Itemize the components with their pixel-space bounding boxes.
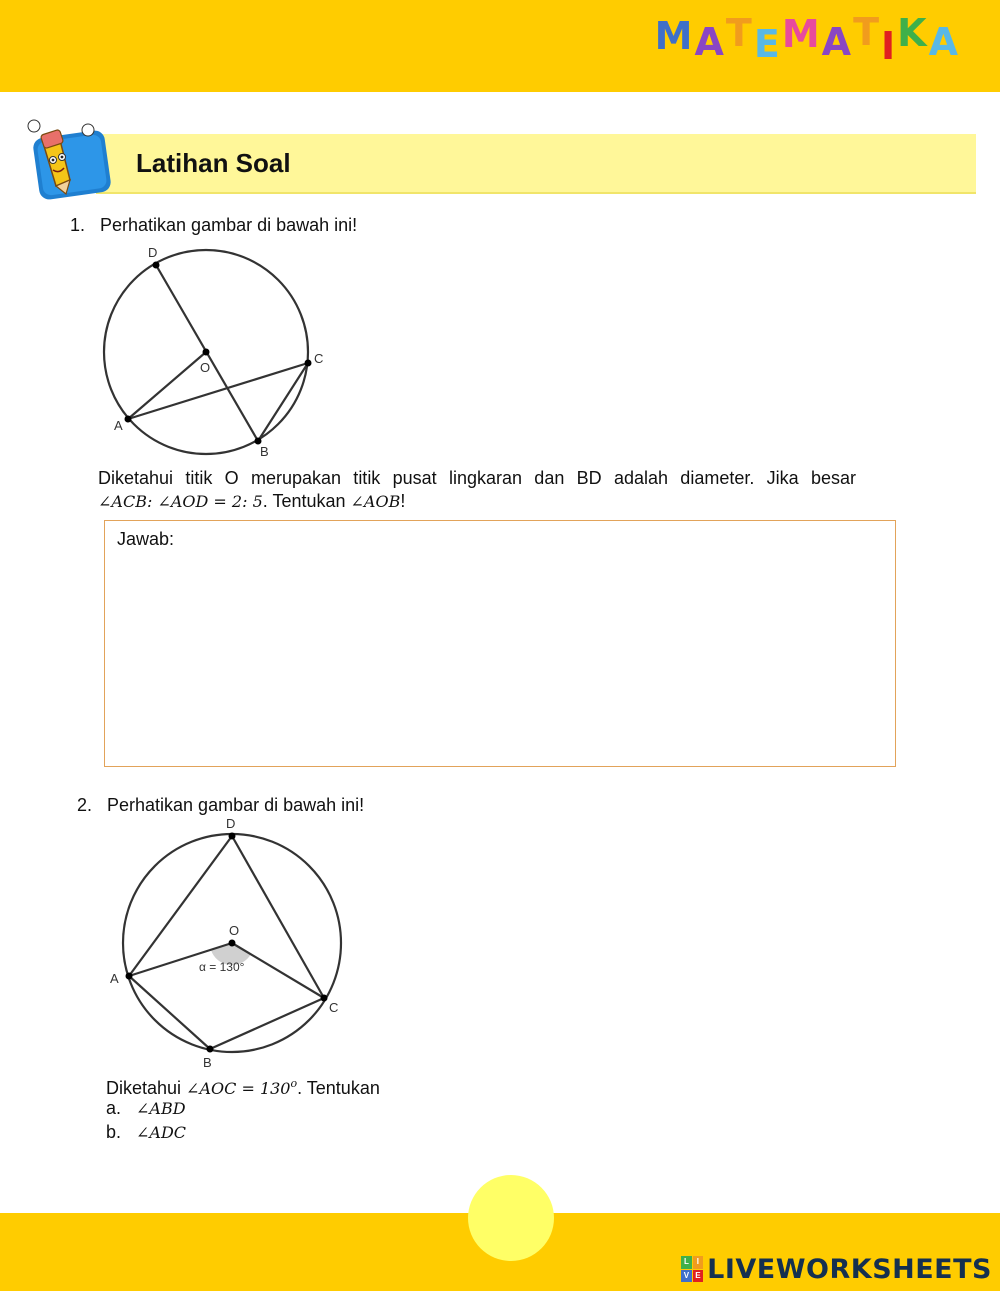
q2-radius-oc bbox=[232, 943, 324, 998]
brand-letter: T bbox=[853, 10, 881, 54]
q2-item-a-letter: a. bbox=[106, 1098, 122, 1118]
liveworksheets-logo[interactable] bbox=[681, 1252, 992, 1286]
question-1-number: 1. bbox=[70, 215, 86, 235]
question-2-circle-diagram bbox=[100, 812, 360, 1074]
header-bar bbox=[0, 0, 1000, 92]
brand-letter: A bbox=[694, 20, 726, 64]
q1-point-d bbox=[153, 262, 160, 269]
answer-label: Jawab: bbox=[117, 529, 175, 549]
q2-angle-label: α = 130° bbox=[199, 960, 245, 974]
brand-letter: M bbox=[654, 14, 695, 58]
q1-label-c: C bbox=[314, 351, 324, 366]
q1-text-end: ! bbox=[400, 491, 406, 511]
q1-label-o: O bbox=[200, 360, 211, 375]
q1-point-a bbox=[125, 416, 132, 423]
q1-point-o bbox=[203, 349, 210, 356]
answer-box[interactable] bbox=[104, 520, 896, 767]
q2-point-d bbox=[229, 833, 236, 840]
q2-label-c: C bbox=[329, 1000, 339, 1015]
q2-label-d: D bbox=[226, 816, 236, 831]
q2-given-expression: ∠AOC = 130 bbox=[186, 1079, 291, 1098]
section-title: Latihan Soal bbox=[136, 148, 291, 178]
liveworksheets-text: LIVEWORKSHEETS bbox=[707, 1253, 992, 1285]
brand-letter: A bbox=[928, 20, 960, 64]
brand-letter: T bbox=[725, 11, 754, 55]
q2-label-a: A bbox=[110, 971, 119, 986]
question-1-text-line-2 bbox=[98, 489, 405, 514]
q2-given-prefix: Diketahui bbox=[106, 1078, 187, 1098]
question-2-item-b bbox=[106, 1120, 186, 1145]
question-2-number: 2. bbox=[77, 795, 93, 815]
brand-letter: K bbox=[897, 11, 929, 55]
q1-ratio-expression: ∠ACB: ∠AOD = 2: 5 bbox=[98, 492, 263, 511]
q2-given-suffix: . Tentukan bbox=[297, 1078, 380, 1098]
q2-point-c bbox=[321, 995, 328, 1002]
q1-label-d: D bbox=[148, 245, 158, 260]
q2-item-a-expression: ∠ABD bbox=[136, 1099, 186, 1118]
question-1-prompt: Perhatikan gambar di bawah ini! bbox=[100, 215, 358, 235]
q2-point-a bbox=[126, 973, 133, 980]
question-1-circle-diagram bbox=[92, 240, 342, 465]
lw-icon-v: V bbox=[681, 1270, 692, 1283]
q1-text-mid: . Tentukan bbox=[262, 491, 351, 511]
q1-target-expression: ∠AOB bbox=[350, 492, 401, 511]
q2-item-b-letter: b. bbox=[106, 1122, 122, 1142]
q2-point-o bbox=[229, 940, 236, 947]
sun-decoration bbox=[468, 1175, 554, 1261]
q2-given-degree: o bbox=[290, 1077, 298, 1090]
q2-item-b-expression: ∠ADC bbox=[136, 1123, 187, 1142]
q1-label-a: A bbox=[114, 418, 123, 433]
q2-label-o: O bbox=[229, 923, 240, 938]
q2-point-b bbox=[207, 1046, 214, 1053]
brand-title bbox=[654, 10, 960, 68]
q2-chord-dc bbox=[232, 836, 324, 998]
question-1-text-line-1: Diketahui titik O merupakan titik pusat lingkaran dan BD adalah diameter. Jika besar bbox=[98, 468, 856, 488]
brand-letter: E bbox=[753, 22, 782, 66]
q2-chord-ba bbox=[129, 976, 210, 1049]
liveworksheets-icon bbox=[681, 1256, 703, 1282]
lw-icon-e: E bbox=[693, 1270, 704, 1283]
q1-label-b: B bbox=[260, 444, 269, 459]
lw-icon-i: I bbox=[693, 1256, 704, 1269]
question-2-item-a bbox=[106, 1096, 186, 1121]
brand-letter: M bbox=[781, 12, 822, 56]
question-1-heading bbox=[70, 215, 357, 236]
lw-icon-l: L bbox=[681, 1256, 692, 1269]
q1-chord-cb bbox=[258, 363, 308, 441]
q2-label-b: B bbox=[203, 1055, 212, 1070]
brand-letter: A bbox=[821, 20, 854, 64]
pencil-mascot-icon bbox=[26, 116, 122, 202]
q1-point-c bbox=[305, 360, 312, 367]
q1-segment-oa bbox=[128, 352, 206, 419]
question-2-prompt: Perhatikan gambar di bawah ini! bbox=[107, 795, 365, 815]
brand-letter: I bbox=[880, 24, 898, 68]
